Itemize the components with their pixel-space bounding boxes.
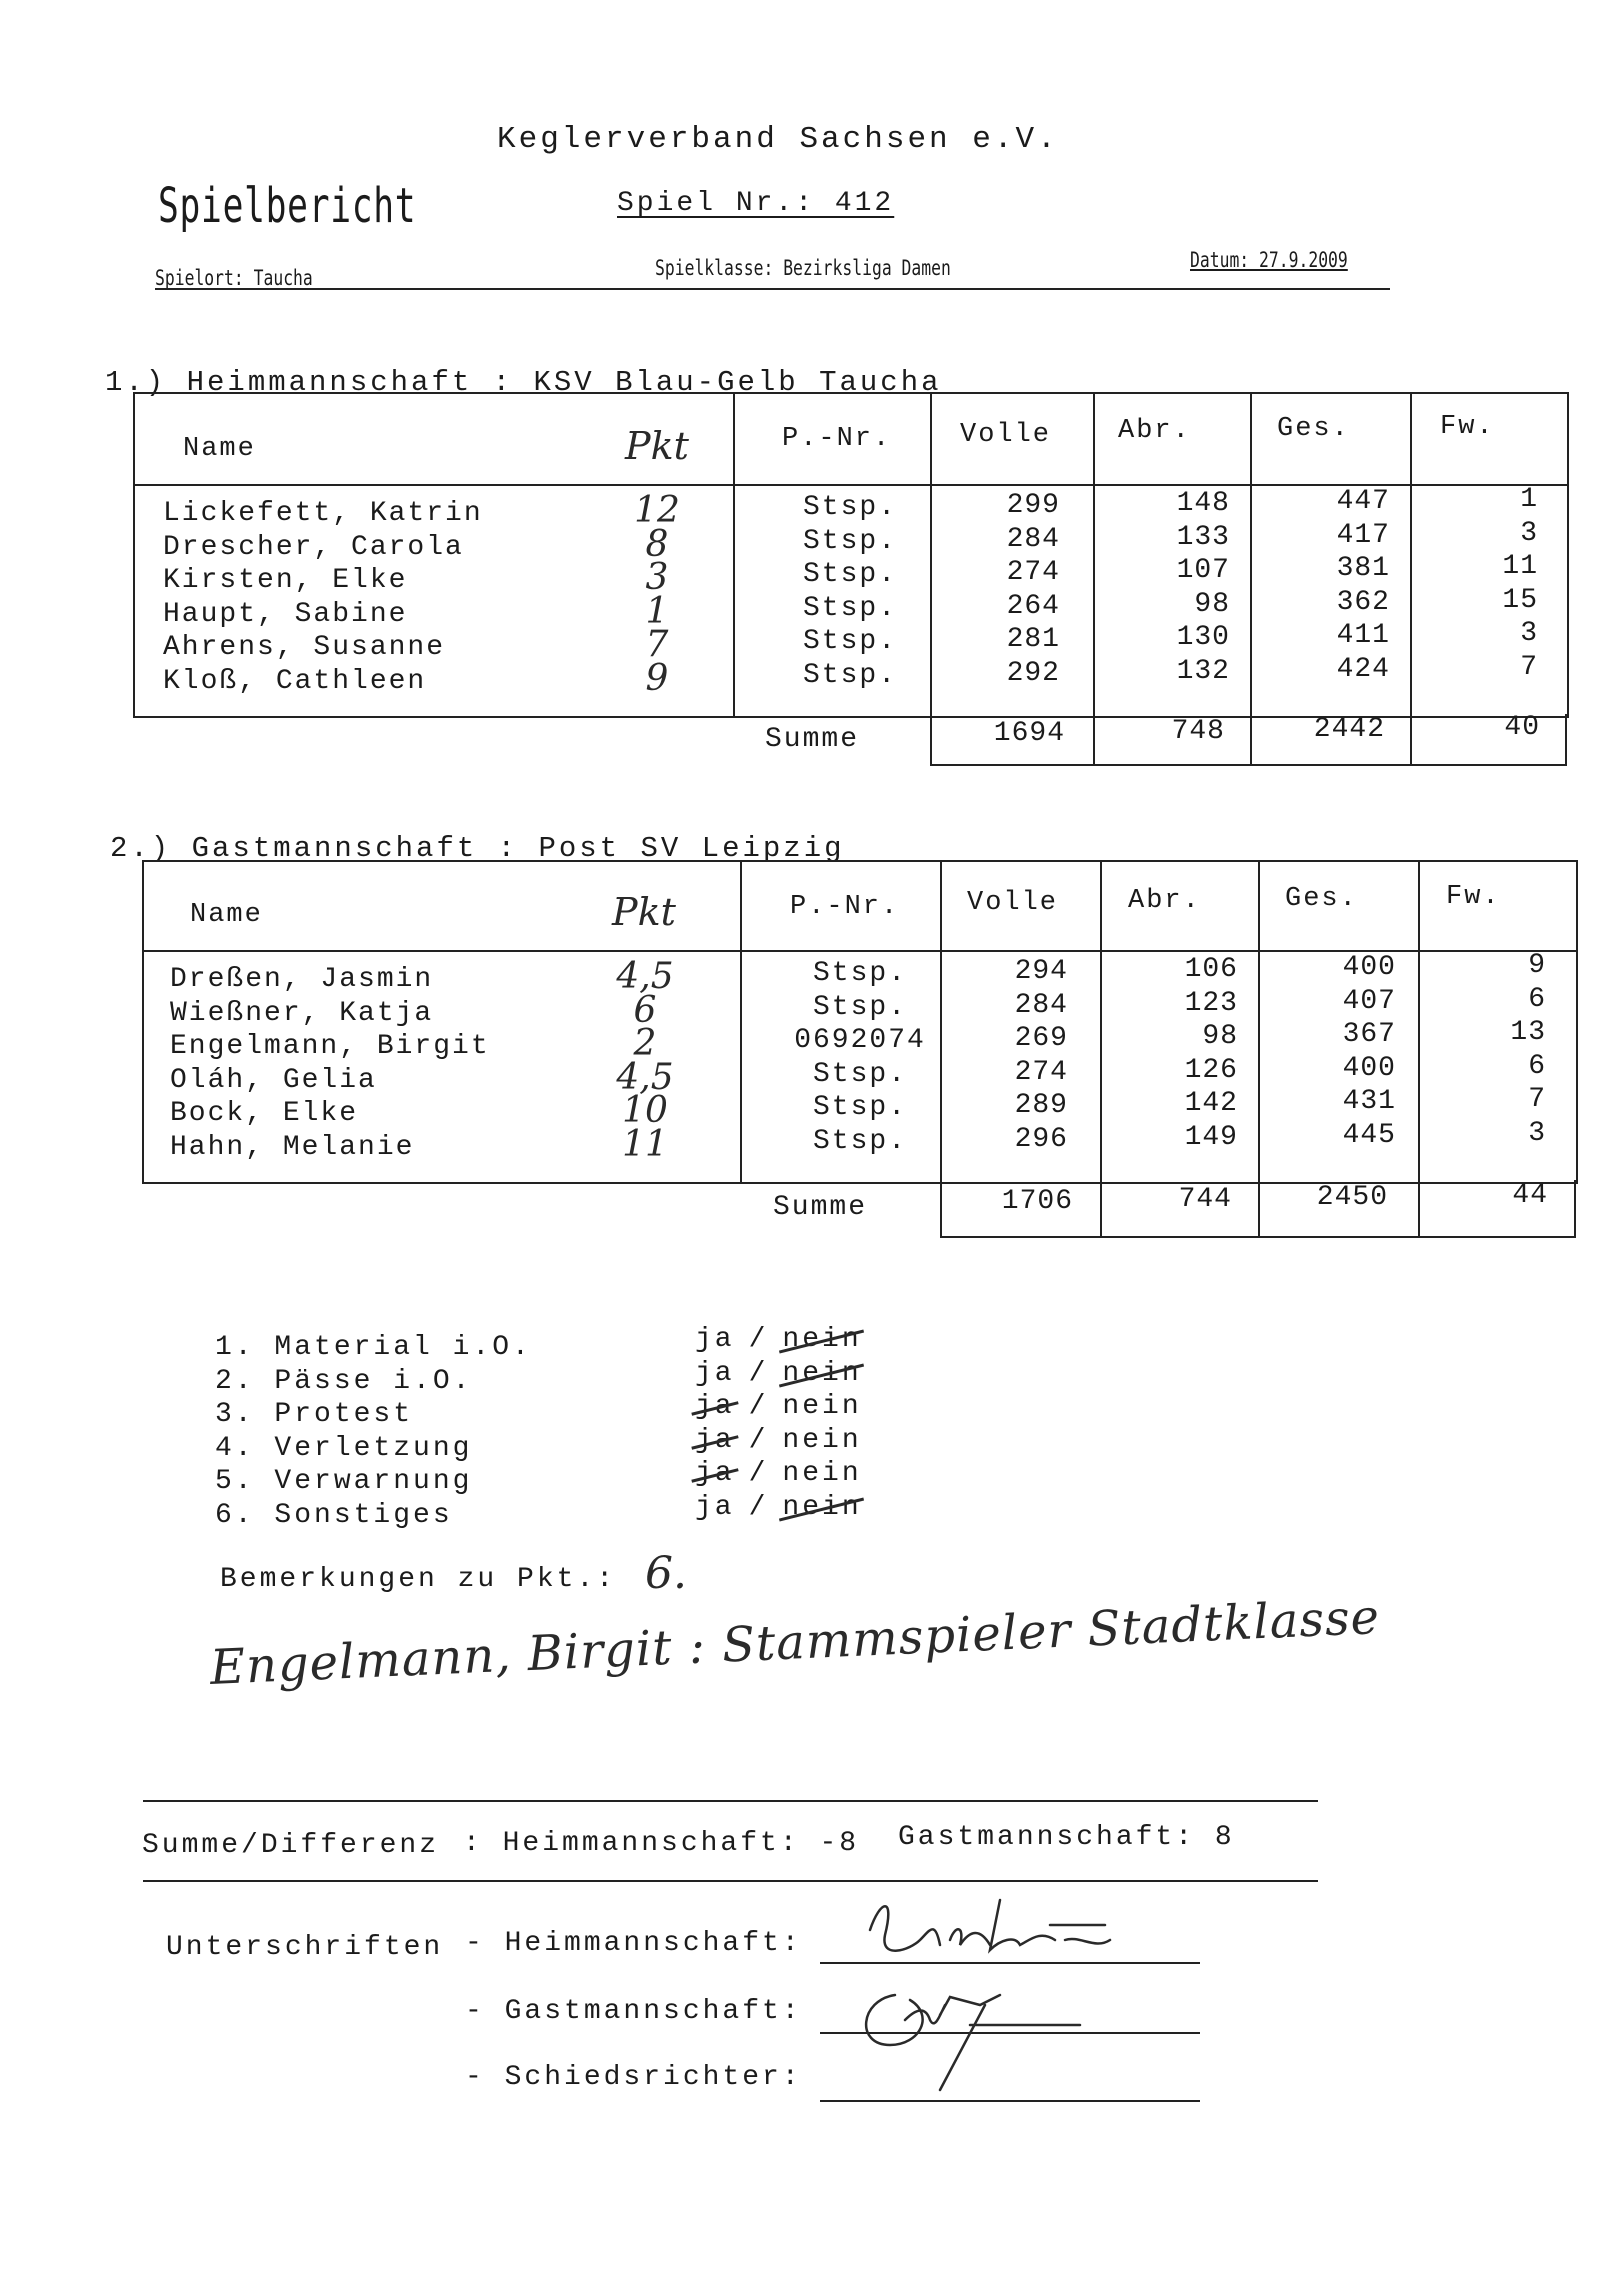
player-pnr: Stsp. xyxy=(812,1058,907,1090)
col-header-volle: Volle xyxy=(967,888,1059,918)
answer-yes: ja xyxy=(695,1357,735,1389)
player-pnr: Stsp. xyxy=(802,659,897,691)
player-pkt: 8 xyxy=(645,523,669,565)
player-abr: 132 xyxy=(1176,655,1230,687)
guest-sum-abr: 744 xyxy=(1178,1184,1232,1215)
home-sum-ges: 2442 xyxy=(1313,714,1385,745)
guest-sum-label: Summe xyxy=(773,1192,868,1223)
player-pnr: Stsp. xyxy=(812,991,907,1023)
home-team-heading: 1.) Heimmannschaft : KSV Blau-Gelb Taucha xyxy=(105,366,942,399)
home-col-divider xyxy=(1410,392,1412,766)
signatures-label: Unterschriften xyxy=(166,1932,444,1963)
checklist-item-answer xyxy=(695,1492,862,1523)
totals-home: : Heimmannschaft: -8 xyxy=(463,1828,860,1859)
player-ges: 417 xyxy=(1336,519,1390,551)
home-col-divider xyxy=(1093,392,1095,766)
home-signature-scribble xyxy=(840,1890,1140,1970)
checklist-item-answer xyxy=(695,1358,862,1389)
checklist-item-label: 4. Verletzung xyxy=(215,1432,473,1464)
player-ges: 400 xyxy=(1342,952,1396,983)
player-name: Kirsten, Elke xyxy=(163,565,408,596)
totals-bottom-rule xyxy=(143,1880,1318,1882)
game-class: Spielklasse: Bezirksliga Damen xyxy=(655,256,951,280)
guest-col-divider xyxy=(1574,1180,1576,1238)
answer-no: nein xyxy=(782,1458,862,1489)
player-ges: 447 xyxy=(1336,486,1390,517)
player-name: Bock, Elke xyxy=(170,1098,359,1129)
home-sum-volle: 1694 xyxy=(993,718,1065,749)
player-abr: 106 xyxy=(1184,954,1238,985)
player-pkt: 9 xyxy=(645,657,669,699)
player-name: Engelmann, Birgit xyxy=(170,1031,490,1062)
player-volle: 281 xyxy=(1006,624,1060,655)
player-abr: 130 xyxy=(1176,622,1230,653)
guest-sum-ges: 2450 xyxy=(1316,1182,1388,1213)
guest-col-divider xyxy=(940,860,942,1238)
player-pkt: 6 xyxy=(633,989,657,1031)
col-header-fw: Fw. xyxy=(1440,412,1495,442)
player-ges: 424 xyxy=(1336,653,1390,685)
player-abr: 148 xyxy=(1176,488,1230,519)
player-volle: 289 xyxy=(1014,1090,1068,1121)
checklist-item-label: 3. Protest xyxy=(215,1399,414,1430)
player-name: Lickefett, Katrin xyxy=(163,498,483,529)
player-fw: 13 xyxy=(1510,1017,1546,1048)
player-pnr: Stsp. xyxy=(802,559,897,590)
player-volle: 299 xyxy=(1006,490,1060,521)
signature-referee-label: - Schiedsrichter: xyxy=(465,2062,802,2093)
home-sum-fw: 40 xyxy=(1504,712,1540,743)
answer-yes: ja xyxy=(695,1491,735,1523)
player-volle: 284 xyxy=(1014,989,1068,1021)
player-abr: 133 xyxy=(1176,521,1230,553)
venue: Spielort: Taucha xyxy=(155,266,313,290)
player-name: Hahn, Melanie xyxy=(170,1131,415,1163)
player-name: Oláh, Gelia xyxy=(170,1064,377,1096)
player-abr: 142 xyxy=(1184,1088,1238,1119)
remarks-label: Bemerkungen zu Pkt.: xyxy=(220,1564,617,1595)
home-sum-rule xyxy=(930,764,1567,766)
player-ges: 445 xyxy=(1342,1119,1396,1151)
player-pnr: 0692074 xyxy=(794,1025,926,1056)
player-fw: 7 xyxy=(1528,1084,1546,1115)
player-pnr: Stsp. xyxy=(812,958,907,989)
col-header-abr: Abr. xyxy=(1128,886,1201,916)
answer-separator: / xyxy=(748,1491,769,1523)
signature-referee-line xyxy=(820,2100,1200,2102)
answer-separator: / xyxy=(748,1424,769,1456)
player-pkt: 7 xyxy=(645,624,669,665)
checklist-item-label: 6. Sonstiges xyxy=(215,1499,453,1531)
player-pnr: Stsp. xyxy=(812,1092,907,1123)
col-header-pnr: P.-Nr. xyxy=(790,892,900,922)
guest-sum-volle: 1706 xyxy=(1001,1186,1073,1217)
document-title: Spielbericht xyxy=(158,178,417,234)
player-ges: 367 xyxy=(1342,1019,1396,1050)
guest-col-divider xyxy=(740,860,742,1182)
home-col-divider xyxy=(1565,714,1567,766)
player-abr: 98 xyxy=(1202,1021,1238,1052)
player-volle: 274 xyxy=(1006,557,1060,588)
col-header-pkt: Pkt xyxy=(625,424,689,468)
player-ges: 431 xyxy=(1342,1086,1396,1117)
checklist-item-answer xyxy=(695,1391,862,1422)
player-fw: 1 xyxy=(1520,484,1538,515)
player-fw: 3 xyxy=(1528,1117,1546,1149)
player-pnr: Stsp. xyxy=(802,525,897,557)
player-volle: 296 xyxy=(1014,1123,1068,1155)
player-pkt: 1 xyxy=(645,590,669,632)
answer-no: nein xyxy=(782,1324,862,1355)
guest-team-heading: 2.) Gastmannschaft : Post SV Leipzig xyxy=(110,832,845,865)
col-header-volle: Volle xyxy=(960,420,1052,450)
player-fw: 6 xyxy=(1528,1050,1546,1082)
player-ges: 400 xyxy=(1342,1052,1396,1084)
player-fw: 3 xyxy=(1520,618,1538,649)
player-name: Kloß, Cathleen xyxy=(163,665,427,697)
player-abr: 149 xyxy=(1184,1121,1238,1153)
home-sum-abr: 748 xyxy=(1171,716,1225,747)
player-abr: 107 xyxy=(1176,555,1230,586)
answer-separator: / xyxy=(748,1391,769,1422)
col-header-name: Name xyxy=(190,900,263,930)
player-pkt: 11 xyxy=(622,1123,668,1165)
col-header-ges: Ges. xyxy=(1277,414,1350,444)
answer-no: nein xyxy=(782,1491,862,1523)
answer-no: nein xyxy=(782,1424,862,1456)
answer-yes: ja xyxy=(695,1458,735,1489)
checklist-item-label: 2. Pässe i.O. xyxy=(215,1365,473,1397)
checklist-item-label: 1. Material i.O. xyxy=(215,1332,532,1363)
player-abr: 126 xyxy=(1184,1054,1238,1086)
remarks-handwritten-text: Engelmann, Birgit : Stammspieler Stadtklasse xyxy=(208,1588,1382,1696)
col-header-pnr: P.-Nr. xyxy=(782,424,892,454)
col-header-pkt: Pkt xyxy=(612,890,676,934)
player-name: Ahrens, Susanne xyxy=(163,632,446,663)
player-volle: 264 xyxy=(1006,590,1060,622)
player-fw: 11 xyxy=(1502,551,1538,582)
col-header-name: Name xyxy=(183,434,256,464)
player-name: Wießner, Katja xyxy=(170,997,434,1029)
player-name: Drescher, Carola xyxy=(163,531,464,563)
player-name: Haupt, Sabine xyxy=(163,598,408,630)
answer-yes: ja xyxy=(695,1391,735,1422)
player-fw: 9 xyxy=(1528,950,1546,981)
signature-home-label: - Heimmannschaft: xyxy=(465,1928,802,1959)
player-pnr: Stsp. xyxy=(802,492,897,523)
header-divider xyxy=(155,288,1390,290)
organization-name: Keglerverband Sachsen e.V. xyxy=(497,122,1059,157)
answer-separator: / xyxy=(748,1458,769,1489)
player-abr: 123 xyxy=(1184,987,1238,1019)
checklist-item-label: 5. Verwarnung xyxy=(215,1466,473,1497)
player-pkt: 12 xyxy=(634,490,680,531)
player-ges: 411 xyxy=(1336,620,1390,651)
player-volle: 292 xyxy=(1006,657,1060,689)
player-fw: 3 xyxy=(1520,517,1538,549)
answer-separator: / xyxy=(748,1324,769,1355)
col-header-ges: Ges. xyxy=(1285,884,1358,914)
player-ges: 407 xyxy=(1342,985,1396,1017)
game-number: Spiel Nr.: 412 xyxy=(617,188,895,219)
guest-col-divider xyxy=(1100,860,1102,1238)
home-sum-label: Summe xyxy=(765,724,860,755)
checklist-item-answer xyxy=(695,1425,862,1456)
answer-yes: ja xyxy=(695,1324,735,1355)
player-pkt: 4,5 xyxy=(616,956,674,997)
col-header-fw: Fw. xyxy=(1446,882,1501,912)
player-fw: 7 xyxy=(1520,651,1538,683)
player-pkt: 4,5 xyxy=(616,1056,674,1098)
answer-no: nein xyxy=(782,1391,862,1422)
guest-sum-fw: 44 xyxy=(1512,1180,1548,1211)
signature-guest-label: - Gastmannschaft: xyxy=(465,1996,802,2027)
totals-top-rule xyxy=(143,1800,1318,1802)
player-fw: 15 xyxy=(1502,584,1538,616)
player-volle: 269 xyxy=(1014,1023,1068,1054)
checklist-item-answer xyxy=(695,1458,862,1489)
player-pnr: Stsp. xyxy=(812,1125,907,1157)
player-pnr: Stsp. xyxy=(802,592,897,624)
player-ges: 362 xyxy=(1336,586,1390,618)
home-col-divider xyxy=(733,392,735,716)
guest-sum-rule xyxy=(940,1236,1576,1238)
totals-label: Summe/Differenz xyxy=(142,1830,440,1861)
remarks-point: 6. xyxy=(645,1548,687,1599)
player-volle: 294 xyxy=(1014,956,1068,987)
player-name: Dreßen, Jasmin xyxy=(170,964,434,995)
game-date: Datum: 27.9.2009 xyxy=(1190,248,1348,272)
col-header-abr: Abr. xyxy=(1118,416,1191,446)
answer-separator: / xyxy=(748,1357,769,1389)
player-volle: 274 xyxy=(1014,1056,1068,1088)
player-volle: 284 xyxy=(1006,523,1060,555)
player-ges: 381 xyxy=(1336,553,1390,584)
player-pnr: Stsp. xyxy=(802,626,897,657)
player-pkt: 10 xyxy=(622,1090,668,1131)
checklist-item-answer xyxy=(695,1324,862,1355)
guest-col-divider xyxy=(1418,860,1420,1238)
player-abr: 98 xyxy=(1194,588,1230,620)
player-fw: 6 xyxy=(1528,983,1546,1015)
home-col-divider xyxy=(930,392,932,766)
guest-signature-scribble xyxy=(840,1975,1120,2095)
answer-yes: ja xyxy=(695,1424,735,1456)
player-pkt: 2 xyxy=(633,1023,657,1064)
home-col-divider xyxy=(1250,392,1252,766)
guest-col-divider xyxy=(1258,860,1260,1238)
answer-no: nein xyxy=(782,1357,862,1389)
player-pkt: 3 xyxy=(645,557,669,598)
totals-guest: Gastmannschaft: 8 xyxy=(898,1822,1235,1853)
